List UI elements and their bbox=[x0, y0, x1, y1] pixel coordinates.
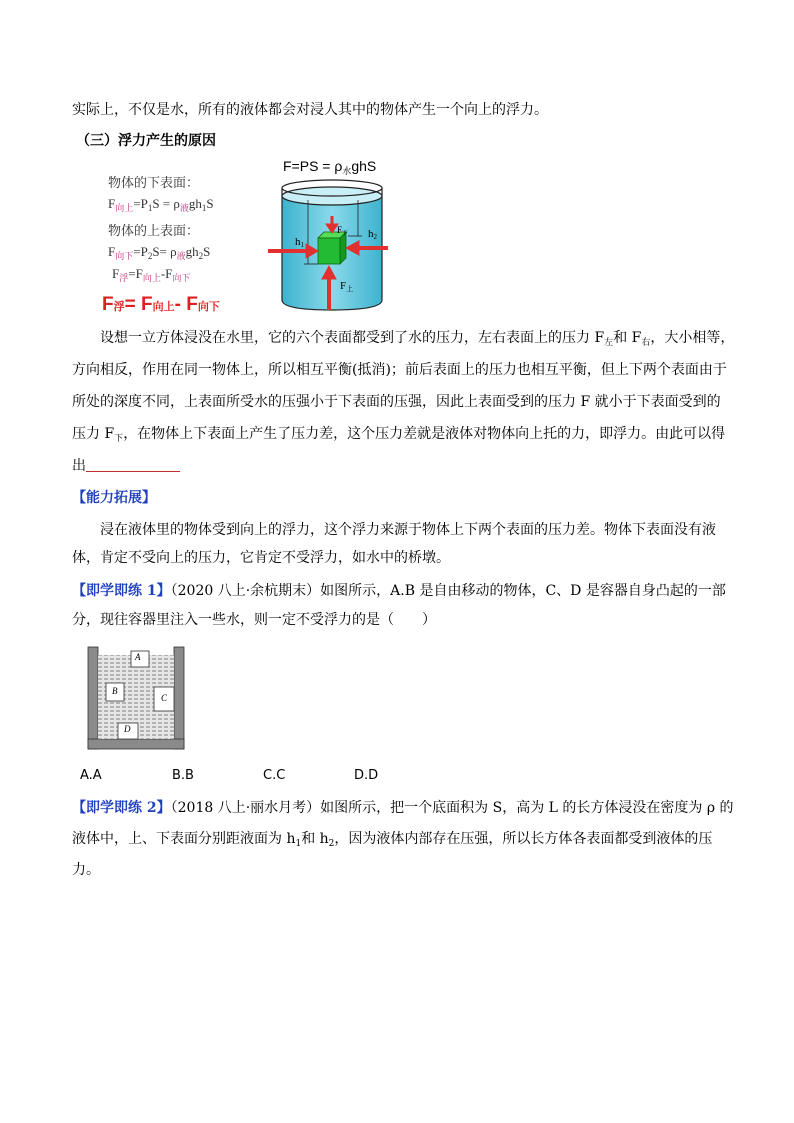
answer-blank[interactable] bbox=[86, 459, 180, 472]
ability-title: 【能力拓展】 bbox=[72, 490, 156, 506]
label-a: A bbox=[135, 652, 141, 662]
beaker-diagram bbox=[266, 178, 398, 313]
q2-line-1: 【即学即练 2】（2018 八上·丽水月考）如图所示，把一个底面积为 S，高为 L 的长方体浸没在密度为 ρ 的 bbox=[72, 800, 734, 816]
container-wall-left bbox=[88, 647, 98, 749]
formula-f-buoy: $F_浮=F_{向上}-F_{向下}$ bbox=[112, 266, 191, 283]
q1-line-2: 分，现往容器里注入一些水，则一定不受浮力的是（ ） bbox=[72, 612, 436, 628]
label-c: C bbox=[161, 693, 168, 703]
formula-f-down: $F_{向下}=P_2S= \rho_液gh_2S$ bbox=[108, 244, 211, 261]
option-b[interactable]: B.B bbox=[172, 768, 194, 783]
option-c[interactable]: C.C bbox=[263, 768, 286, 783]
label-f-top: $F_下$ bbox=[337, 225, 349, 237]
label-h2: h2 bbox=[368, 228, 377, 241]
q1-line-1: 【即学即练 1】（2020 八上·余杭期末）如图所示，A.B 是自由移动的物体，C、D 是容器自身凸起的一部 bbox=[72, 583, 726, 599]
label-h1: h1 bbox=[295, 236, 304, 249]
section-title: （三）浮力产生的原因 bbox=[76, 133, 216, 149]
q2-line-3: 力。 bbox=[72, 862, 100, 878]
para-line-4: 压力 $F_下$，在物体上下表面上产生了压力差，这个压力差就是液体对物体向上托的力，即浮力。由此可以得 bbox=[72, 426, 726, 444]
container-wall-right bbox=[174, 647, 184, 749]
formula-f-up: $F_{向上}=P_1S = \rho_液gh_1S$ bbox=[108, 196, 214, 213]
para-line-1: 设想一立方体浸没在水里，它的六个表面都受到了水的压力，左右表面上的压力 $F_左$和 $F_右$，大小相等， bbox=[100, 330, 735, 348]
option-a[interactable]: A.A bbox=[80, 768, 102, 783]
lower-surface-label: 物体的下表面： bbox=[108, 175, 200, 190]
para-line-3: 所处的深度不同，上表面所受水的压强小于下表面的压强，因此上表面受到的压力 F 就小于下表面受到的 bbox=[72, 394, 721, 410]
para-line-2: 方向相反，作用在同一物体上，所以相互平衡(抵消)；前后表面上的压力也相互平衡，但上下两个表面由于 bbox=[72, 362, 727, 378]
label-d: D bbox=[124, 724, 131, 734]
para-line-5: 出 bbox=[72, 456, 180, 476]
ability-line-1: 浸在液体里的物体受到向上的浮力，这个浮力来源于物体上下两个表面的压力差。物体下表面没有液 bbox=[100, 522, 716, 538]
label-f-bottom: F上 bbox=[340, 280, 354, 293]
container-bottom bbox=[88, 739, 184, 749]
intro-line: 实际上，不仅是水，所有的液体都会对浸人其中的物体产生一个向上的浮力。 bbox=[72, 102, 548, 118]
diagram-top-formula: $F=PS = \rho_水ghS$ bbox=[283, 158, 377, 176]
cube-front bbox=[318, 238, 340, 264]
upper-surface-label: 物体的上表面： bbox=[108, 223, 200, 238]
label-b: B bbox=[112, 686, 118, 696]
formula-big: F浮= F向上- F向下 bbox=[102, 294, 220, 315]
q2-line-2: 液体中，上、下表面分别距液面为 $h_1$和 $h_2$，因为液体内部存在压强，所以长方体各表面都受到液体的压 bbox=[72, 831, 713, 849]
ability-line-2: 体，肯定不受向上的压力，它肯定不受浮力，如水中的桥墩。 bbox=[72, 550, 450, 566]
option-d[interactable]: D.D bbox=[354, 768, 379, 783]
